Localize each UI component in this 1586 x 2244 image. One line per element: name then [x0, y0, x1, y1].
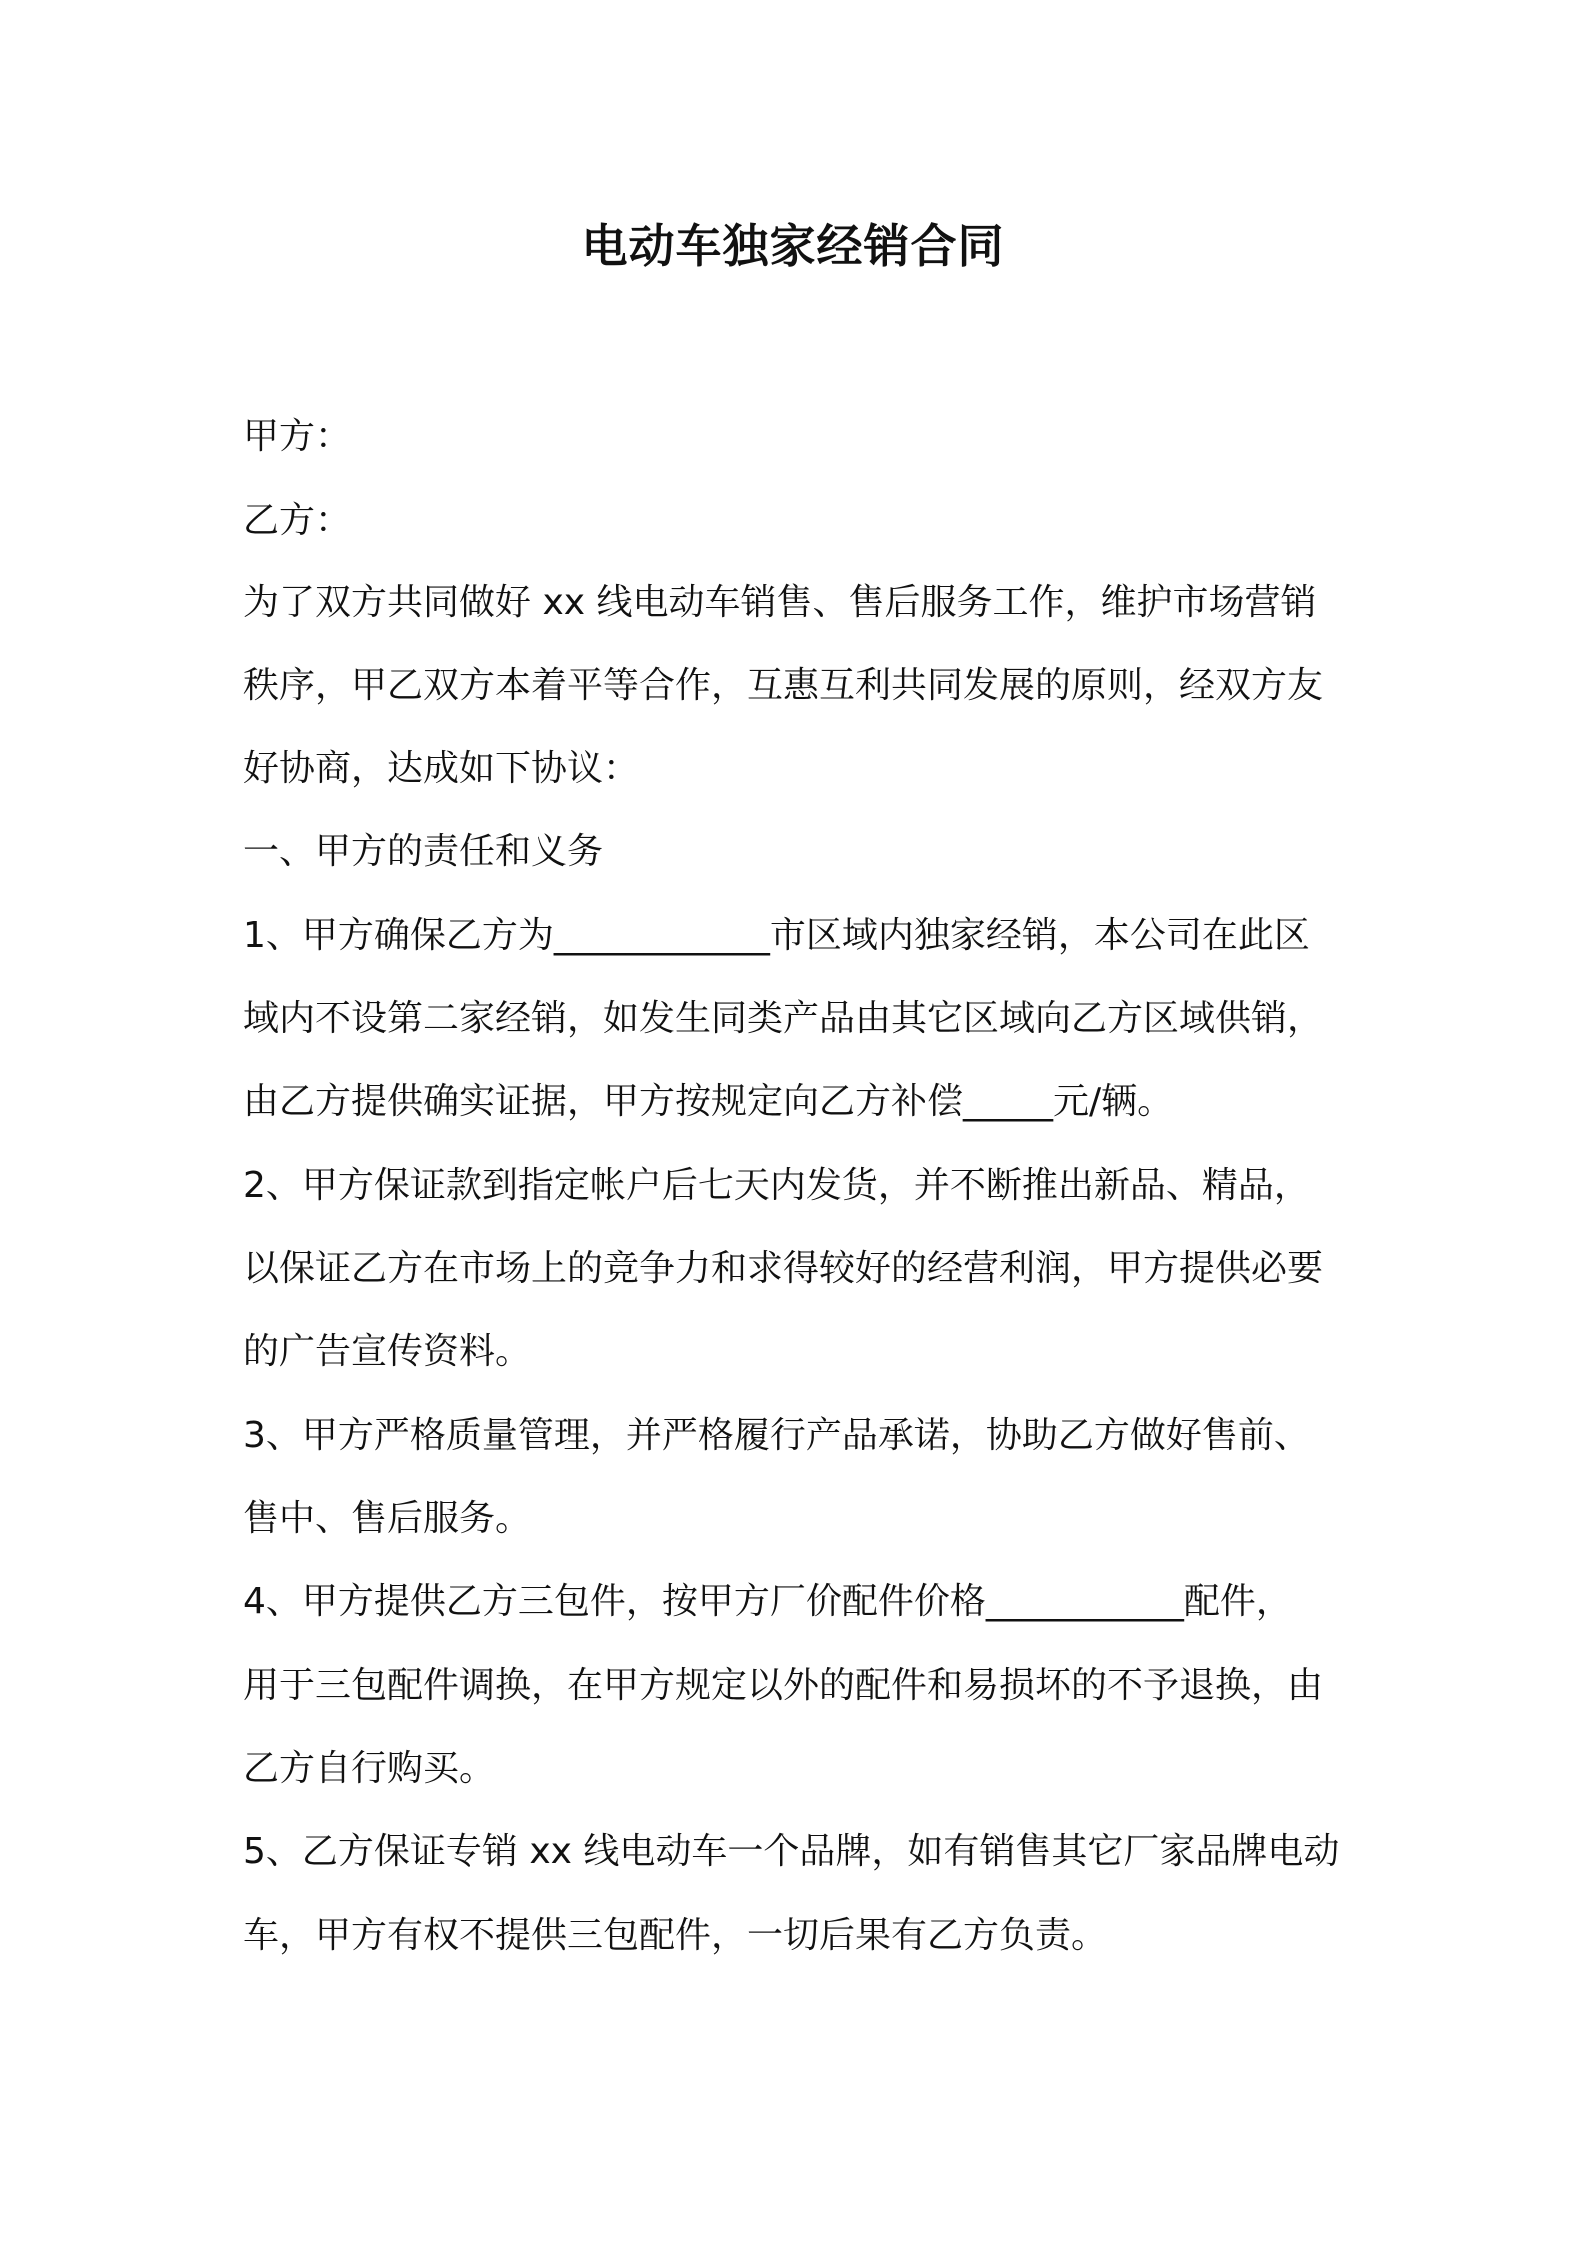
clause-1-line-1: 1、甲方确保乙方为____________市区域内独家经销，本公司在此区: [243, 915, 1310, 956]
clause-1-line-3: 由乙方提供确实证据，甲方按规定向乙方补偿_____元/辆。: [243, 1081, 1174, 1122]
clause-4-line-2: 用于三包配件调换，在甲方规定以外的配件和易损坏的不予退换，由: [243, 1665, 1324, 1706]
clause-2-line-3: 的广告宣传资料。: [243, 1331, 532, 1372]
party-a-line: 甲方：: [243, 416, 352, 457]
clause-4-line-1: 4、甲方提供乙方三包件，按甲方厂价配件价格___________配件，: [243, 1581, 1292, 1622]
preamble-line-1: 为了双方共同做好 xx 线电动车销售、售后服务工作，维护市场营销: [243, 582, 1317, 623]
clause-5-line-1: 5、乙方保证专销 xx 线电动车一个品牌，如有销售其它厂家品牌电动: [243, 1831, 1340, 1872]
party-b-line: 乙方：: [243, 500, 352, 541]
preamble-line-3: 好协商，达成如下协议：: [243, 748, 640, 789]
clause-4-line-3: 乙方自行购买。: [243, 1748, 496, 1789]
section-heading: 一、甲方的责任和义务: [243, 831, 604, 872]
clause-3-line-1: 3、甲方严格质量管理，并严格履行产品承诺，协助乙方做好售前、: [243, 1415, 1310, 1456]
clause-2-line-1: 2、甲方保证款到指定帐户后七天内发货，并不断推出新品、精品，: [243, 1165, 1310, 1206]
clause-1-line-2: 域内不设第二家经销，如发生同类产品由其它区域向乙方区域供销，: [243, 998, 1324, 1039]
document-title: 电动车独家经销合同: [581, 219, 1005, 273]
clause-2-line-2: 以保证乙方在市场上的竞争力和求得较好的经营利润，甲方提供必要: [243, 1248, 1324, 1289]
preamble-line-2: 秩序，甲乙双方本着平等合作，互惠互利共同发展的原则，经双方友: [243, 665, 1324, 706]
clause-3-line-2: 售中、售后服务。: [243, 1498, 532, 1539]
clause-5-line-2: 车，甲方有权不提供三包配件，一切后果有乙方负责。: [243, 1915, 1108, 1956]
